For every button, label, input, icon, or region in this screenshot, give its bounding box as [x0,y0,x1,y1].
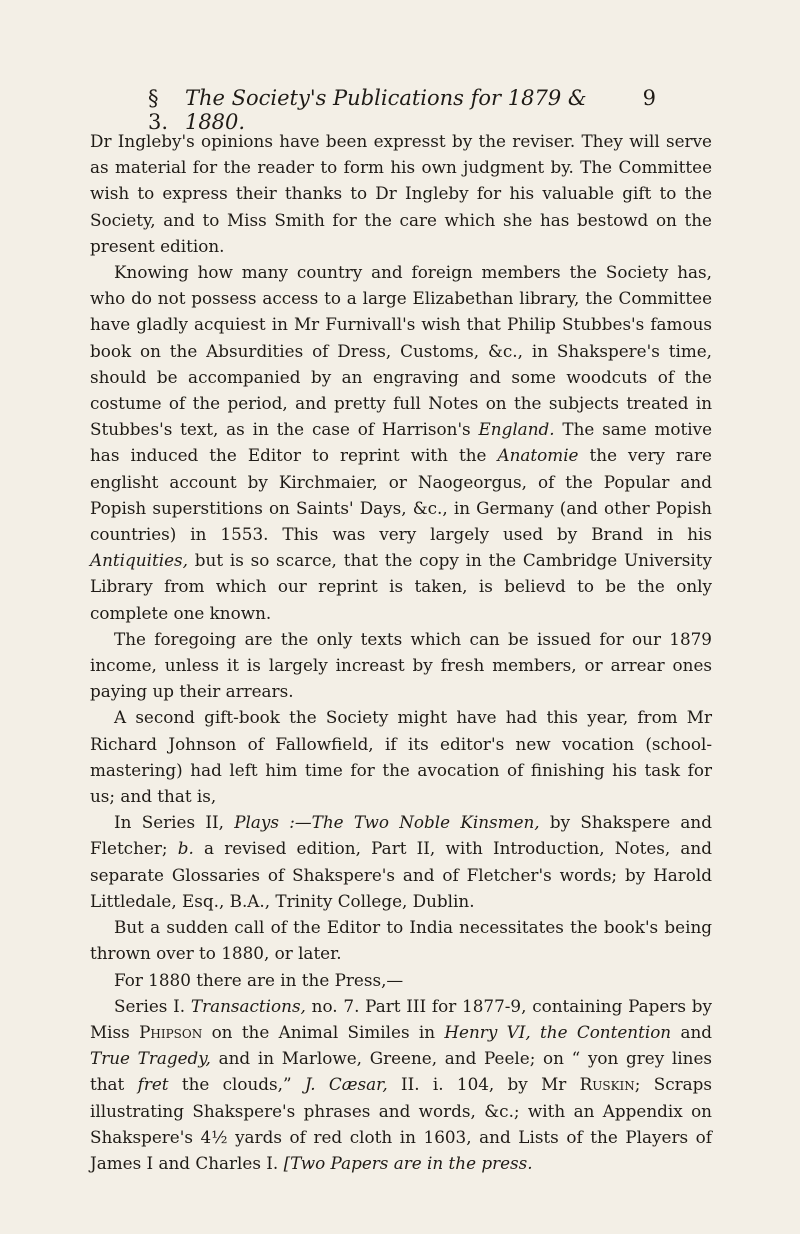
page-number: 9 [642,86,656,110]
paragraph-series-ii: In Series II, Plays :—The Two Noble Kinsmen, by Shakspere and Fletcher; b. a revised edition, Part II, with Introduction, Notes, and separate Glossaries of Shakspere's and of Fletcher's words; by Harold Littledale, Esq., B.A., Trinity College, Dublin. [90,812,712,911]
paragraph-second-gift: A second gift-book the Society might have had this year, from Mr Richard Johnson of Fallowfield, if its editor's new vocation (school-mastering) had left him time for the avocation of finishing his task for us; and that is, [90,707,712,807]
paragraph-series-i: Series I. Transactions, no. 7. Part III for 1877-9, containing Papers by Miss Phipson on the Animal Similes in Henry VI, the Contention and True Tragedy, and in Marlowe, Greene, and Peele; on “ yon grey lines that fret the clouds,” J. Cæsar, II. i. 104, by Mr Ruskin; Scraps illustrating Shakspere's phrases and words, &c.; with an Appendix on Shakspere's 4½ yards of red cloth in 1603, and Lists of the Players of James I and Charles I. [Two Papers are in the press. [90,995,713,1173]
paragraph-ingleby: Dr Ingleby's opinions have been expresst by the reviser. They will serve as material for the reader to form his own judgment by. The Committee wish to express their thanks to Dr Ingleby for his valuable gift to the Society, and to Miss Smith for the care which she has bestowd on the present edition. [90,131,712,256]
body-text [90,128,712,1176]
paragraph-stubbes: Knowing how many country and foreign members the Society has, who do not possess access to a large Elizabethan library, the Committee have gladly acquiest in Mr Furnivall's wish that Philip Stubbes's famous book on the Absurdities of Dress, Customs, &c., in Shakspere's time, should be accompanied by an engraving and some woodcuts of the costume of the period, and pretty full Notes on the subjects treated in Stubbes's text, as in the case of Harrison's England. The same motive has induced the Editor to reprint with the Anatomie the very rare englisht account by Kirchmaier, or Naogeorgus, of the Popular and Popish superstitions on Saints' Days, &c., in Germany (and other Popish countries) in 1553. This was very largely used by Brand in his Antiquities, but is so scarce, that the copy in the Cambridge University Library from which our reprint is taken, is believd to be the only complete one known. [90,262,713,623]
running-head [148,86,656,134]
paragraph-1880-press: For 1880 there are in the Press,— [114,969,404,990]
paragraph-india: But a sudden call of the Editor to India necessitates the book's being thrown over to 1880, or later. [90,917,712,964]
paragraph-foregoing: The foregoing are the only texts which can be issued for our 1879 income, unless it is largely increast by fresh members, or arrear ones paying up their arrears. [90,628,712,702]
section-mark: § 3. [148,86,169,134]
running-title: The Society's Publications for 1879 & 1880. [184,86,587,134]
